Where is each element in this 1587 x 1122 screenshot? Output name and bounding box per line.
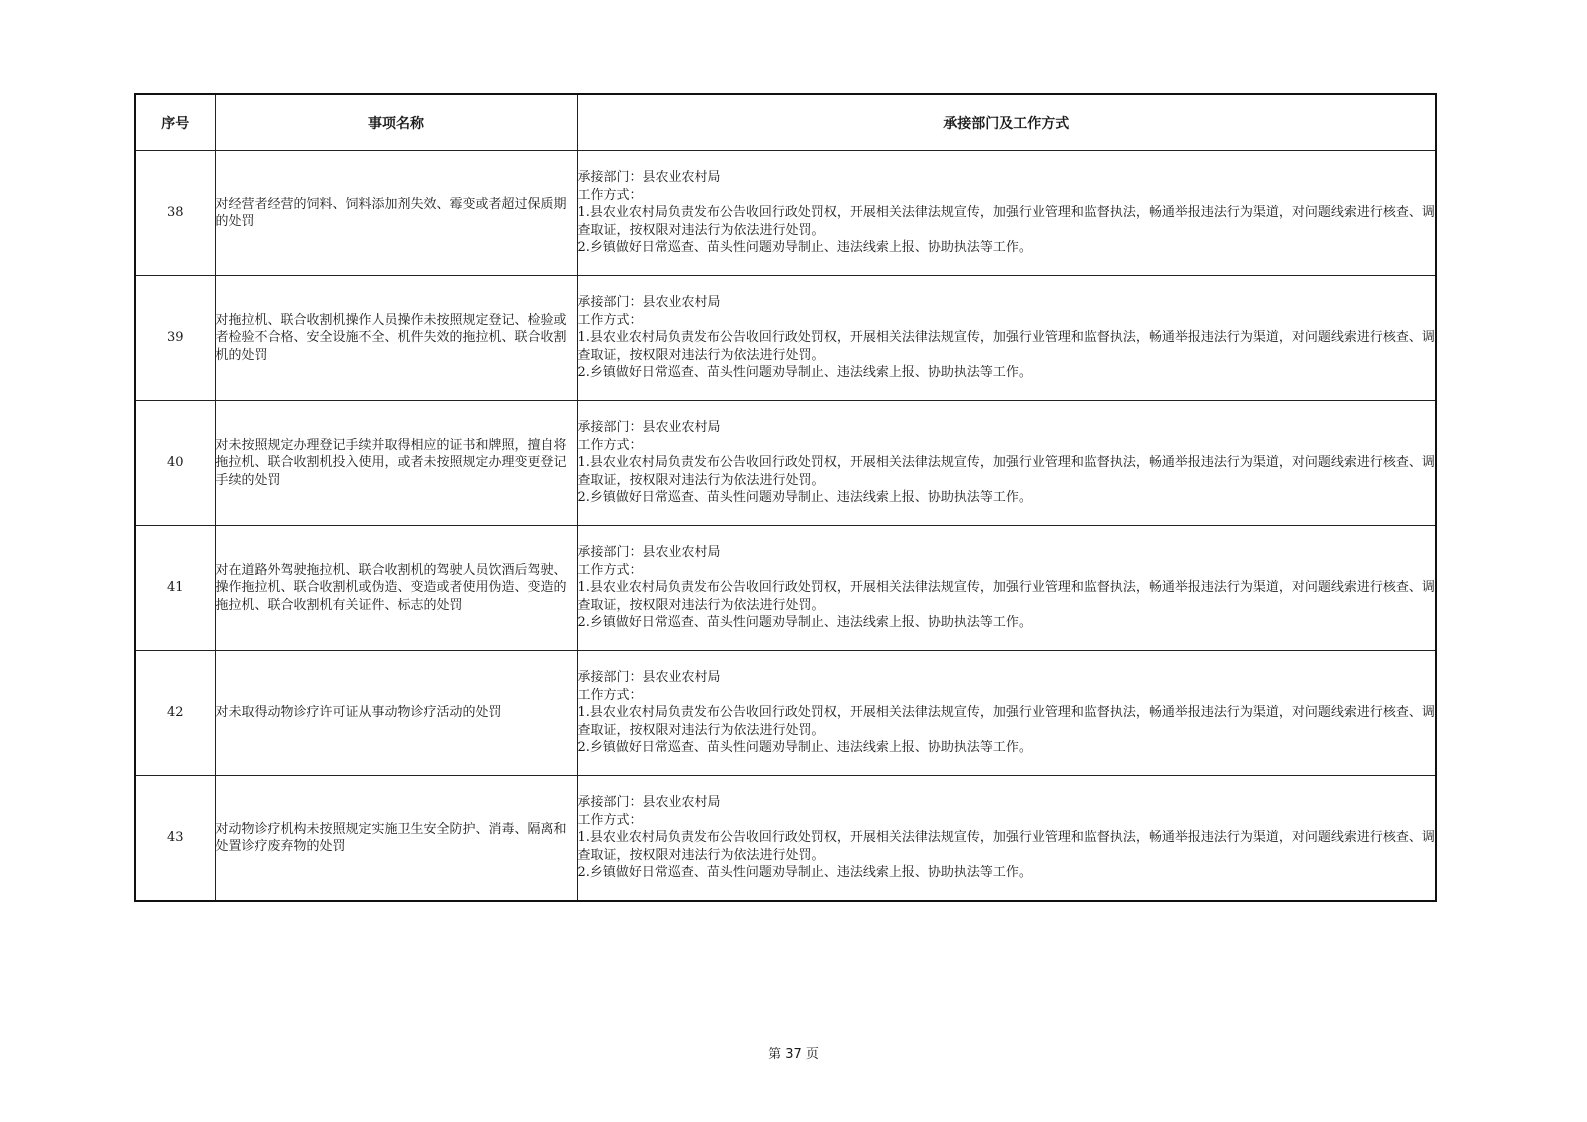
table-row [135,526,1436,651]
header-department-method: 承接部门及工作方式 [577,94,1436,151]
header-serial-number: 序号 [135,94,215,151]
method-label: 工作方式： [577,437,643,453]
method-item-2: 2.乡镇做好日常巡查、苗头性问题劝导制止、违法线索上报、协助执法等工作。 [577,865,1032,881]
row-serial-number: 42 [135,651,215,776]
method-item-2: 2.乡镇做好日常巡查、苗头性问题劝导制止、违法线索上报、协助执法等工作。 [577,365,1032,381]
method-item-1: 1.县农业农村局负责发布公告收回行政处罚权，开展相关法律法规宣传，加强行业管理和监督执法，畅通举报违法行为渠道，对问题线索进行核查、调查取证，按权限对违法行为依法进行处罚。 [577,205,1435,238]
table-row [135,276,1436,401]
method-label: 工作方式： [577,187,643,203]
method-item-1: 1.县农业农村局负责发布公告收回行政处罚权，开展相关法律法规宣传，加强行业管理和监督执法，畅通举报违法行为渠道，对问题线索进行核查、调查取证，按权限对违法行为依法进行处罚。 [577,705,1435,738]
table-row [135,776,1436,902]
row-item-name: 对拖拉机、联合收割机操作人员操作未按照规定登记、检验或者检验不合格、安全设施不全、机件失效的拖拉机、联合收割机的处罚 [215,276,577,401]
method-item-2: 2.乡镇做好日常巡查、苗头性问题劝导制止、违法线索上报、协助执法等工作。 [577,740,1032,756]
department-line: 承接部门：县农业农村局 [577,295,721,311]
row-department-method [577,651,1436,776]
row-department-method [577,526,1436,651]
row-item-name: 对经营者经营的饲料、饲料添加剂失效、霉变或者超过保质期的处罚 [215,151,577,276]
table-row [135,651,1436,776]
method-item-1: 1.县农业农村局负责发布公告收回行政处罚权，开展相关法律法规宣传，加强行业管理和监督执法，畅通举报违法行为渠道，对问题线索进行核查、调查取证，按权限对违法行为依法进行处罚。 [577,830,1435,863]
department-line: 承接部门：县农业农村局 [577,170,721,186]
method-item-1: 1.县农业农村局负责发布公告收回行政处罚权，开展相关法律法规宣传，加强行业管理和监督执法，畅通举报违法行为渠道，对问题线索进行核查、调查取证，按权限对违法行为依法进行处罚。 [577,455,1435,488]
method-label: 工作方式： [577,312,643,328]
method-label: 工作方式： [577,812,643,828]
method-label: 工作方式： [577,562,643,578]
row-department-method [577,151,1436,276]
department-line: 承接部门：县农业农村局 [577,545,721,561]
row-serial-number: 40 [135,401,215,526]
department-line: 承接部门：县农业农村局 [577,420,721,436]
item-table [134,93,1437,902]
row-item-name: 对未按照规定办理登记手续并取得相应的证书和牌照，擅自将拖拉机、联合收割机投入使用，或者未按照规定办理变更登记手续的处罚 [215,401,577,526]
row-item-name: 对在道路外驾驶拖拉机、联合收割机的驾驶人员饮酒后驾驶、操作拖拉机、联合收割机或伪造、变造或者使用伪造、变造的拖拉机、联合收割机有关证件、标志的处罚 [215,526,577,651]
table-row [135,151,1436,276]
row-department-method [577,776,1436,902]
method-label: 工作方式： [577,687,643,703]
method-item-1: 1.县农业农村局负责发布公告收回行政处罚权，开展相关法律法规宣传，加强行业管理和监督执法，畅通举报违法行为渠道，对问题线索进行核查、调查取证，按权限对违法行为依法进行处罚。 [577,580,1435,613]
row-serial-number: 38 [135,151,215,276]
department-line: 承接部门：县农业农村局 [577,795,721,811]
row-department-method [577,401,1436,526]
page-number: 第 37 页 [768,1047,819,1062]
row-item-name: 对动物诊疗机构未按照规定实施卫生安全防护、消毒、隔离和处置诊疗废弃物的处罚 [215,776,577,902]
department-line: 承接部门：县农业农村局 [577,670,721,686]
method-item-2: 2.乡镇做好日常巡查、苗头性问题劝导制止、违法线索上报、协助执法等工作。 [577,240,1032,256]
row-item-name: 对未取得动物诊疗许可证从事动物诊疗活动的处罚 [215,651,577,776]
header-item-name: 事项名称 [215,94,577,151]
method-item-2: 2.乡镇做好日常巡查、苗头性问题劝导制止、违法线索上报、协助执法等工作。 [577,490,1032,506]
row-serial-number: 41 [135,526,215,651]
method-item-1: 1.县农业农村局负责发布公告收回行政处罚权，开展相关法律法规宣传，加强行业管理和监督执法，畅通举报违法行为渠道，对问题线索进行核查、调查取证，按权限对违法行为依法进行处罚。 [577,330,1435,363]
row-department-method [577,276,1436,401]
method-item-2: 2.乡镇做好日常巡查、苗头性问题劝导制止、违法线索上报、协助执法等工作。 [577,615,1032,631]
row-serial-number: 39 [135,276,215,401]
table-row [135,401,1436,526]
table-header-row [135,94,1436,151]
row-serial-number: 43 [135,776,215,902]
